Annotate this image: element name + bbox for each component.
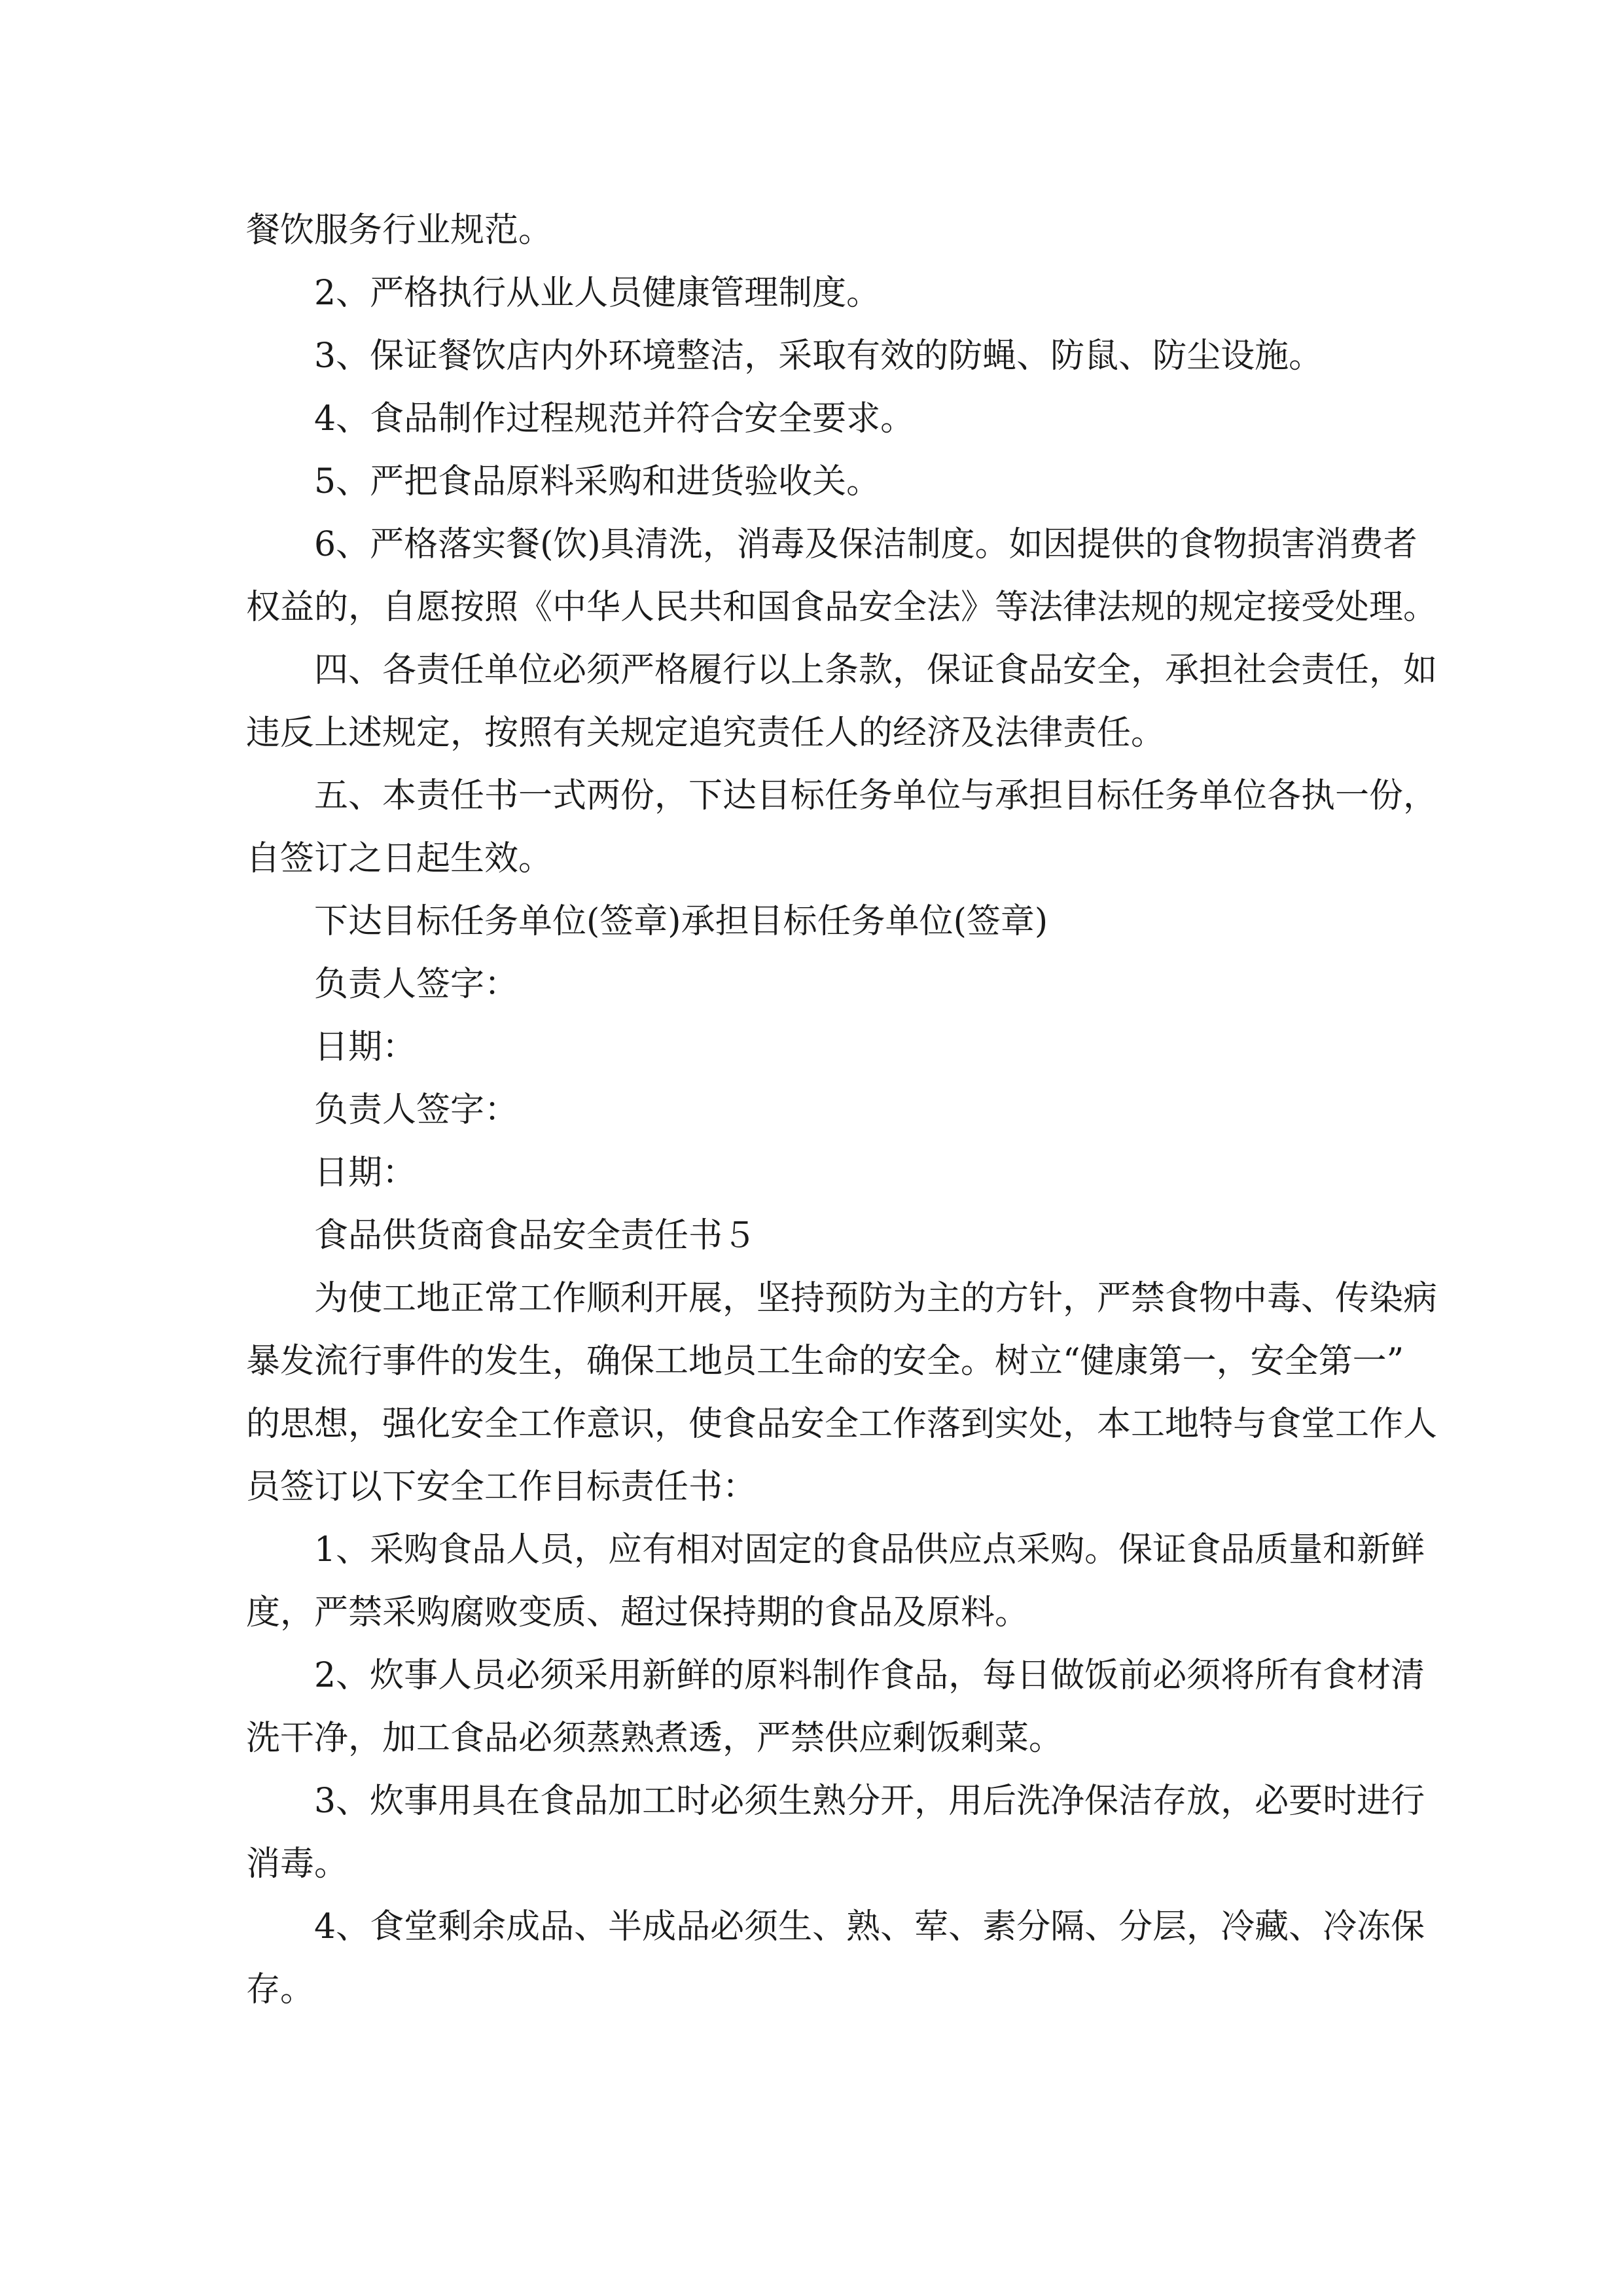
text-line: 员签订以下安全工作目标责任书： (246, 1467, 757, 1507)
text-line: 四、各责任单位必须严格履行以上条款，保证食品安全，承担社会责任，如 (314, 651, 1438, 690)
text-line: 违反上述规定，按照有关规定追究责任人的经济及法律责任。 (246, 713, 1166, 753)
text-line: 3、炊事用具在食品加工时必须生熟分开，用后洗净保洁存放，必要时进行 (314, 1782, 1425, 1821)
text-line: 存。 (246, 1970, 315, 2009)
text-line: 2、严格执行从业人员健康管理制度。 (314, 274, 881, 313)
text-line: 6、严格落实餐(饮)具清洗，消毒及保洁制度。如因提供的食物损害消费者 (314, 525, 1418, 564)
section-title: 食品供货商食品安全责任书５ (314, 1216, 757, 1255)
text-line: 权益的，自愿按照《中华人民共和国食品安全法》等法律法规的规定接受处理。 (246, 588, 1438, 627)
text-line: 4、食堂剩余成品、半成品必须生、熟、荤、素分隔、分层，冷藏、冷冻保 (314, 1907, 1425, 1946)
signature-field-label: 负责人签字： (314, 1090, 519, 1130)
text-line: 消毒。 (246, 1844, 349, 1884)
text-line: 餐饮服务行业规范。 (246, 211, 553, 250)
text-line: 3、保证餐饮店内外环境整洁，采取有效的防蝇、防鼠、防尘设施。 (314, 336, 1323, 376)
text-line: 2、炊事人员必须采用新鲜的原料制作食品，每日做饭前必须将所有食材清 (314, 1656, 1425, 1695)
text-line: 4、食品制作过程规范并符合安全要求。 (314, 399, 915, 439)
text-line: 自签订之日起生效。 (246, 839, 553, 878)
text-line: 5、严把食品原料采购和进货验收关。 (314, 462, 881, 501)
text-line: 的思想，强化安全工作意识，使食品安全工作落到实处，本工地特与食堂工作人 (246, 1405, 1438, 1444)
date-field-label: 日期： (314, 1153, 417, 1193)
signature-units-line: 下达目标任务单位(签章)承担目标任务单位(签章) (314, 902, 1048, 941)
text-line: 暴发流行事件的发生，确保工地员工生命的安全。树立“健康第一，安全第一” (246, 1342, 1404, 1381)
signature-field-label: 负责人签字： (314, 965, 519, 1004)
text-line: 洗干净，加工食品必须蒸熟煮透，严禁供应剩饭剩菜。 (246, 1719, 1063, 1758)
text-line: 1、采购食品人员，应有相对固定的食品供应点采购。保证食品质量和新鲜 (314, 1530, 1425, 1570)
date-field-label: 日期： (314, 1028, 417, 1067)
text-line: 为使工地正常工作顺利开展，坚持预防为主的方针，严禁食物中毒、传染病 (314, 1279, 1438, 1318)
text-line: 度，严禁采购腐败变质、超过保持期的食品及原料。 (246, 1593, 1029, 1632)
text-line: 五、本责任书一式两份，下达目标任务单位与承担目标任务单位各执一份， (314, 776, 1438, 816)
